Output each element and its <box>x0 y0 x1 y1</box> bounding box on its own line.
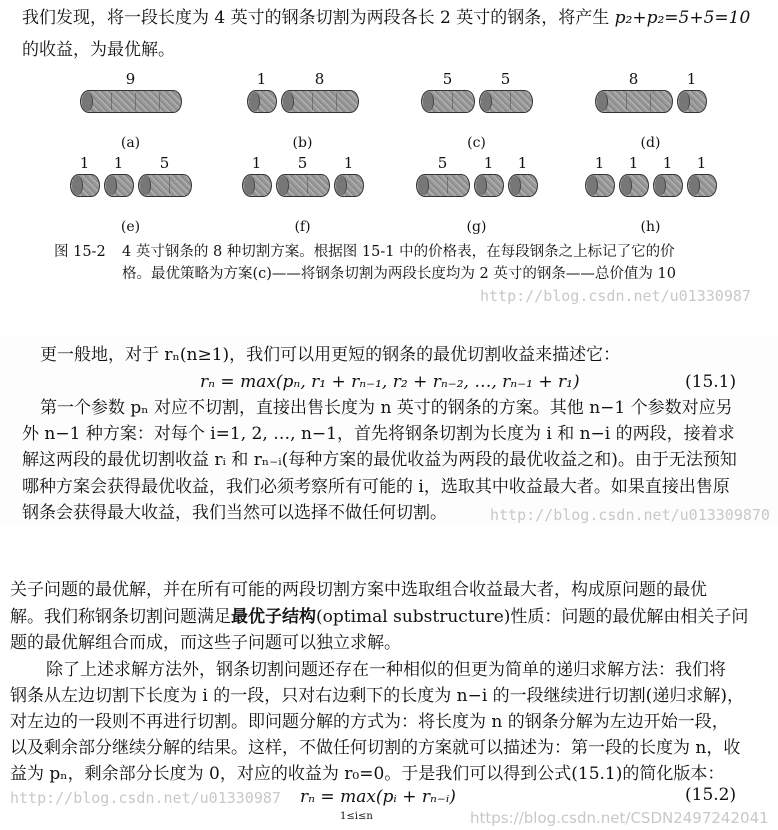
rod-end-cap <box>476 176 487 195</box>
text: 解。我们称钢条切割问题满足 <box>10 607 231 627</box>
text-line: 关子问题的最优解，并在所有可能的两段切割方案中选取组合收益最大者，构成原问题的最优 <box>10 580 707 600</box>
price-label: 1 <box>113 154 124 172</box>
rod <box>44 174 217 197</box>
price-labels <box>564 154 737 174</box>
option-label: (d) <box>640 135 661 151</box>
option-label: (f) <box>294 219 311 235</box>
rod-end-cap <box>597 92 608 111</box>
rod <box>216 90 389 113</box>
option-label: (b) <box>292 135 313 151</box>
rod-end-cap <box>689 176 700 195</box>
text-line: 以及剩余部分继续分解的结果。这样，不做任何切割的方案就可以描述为：第一段的长度为 n，收 <box>10 738 741 758</box>
page-section-1 <box>0 0 778 305</box>
watermark: http://blog.csdn.net/u01330987 <box>10 789 281 807</box>
price-label: 9 <box>125 70 136 88</box>
unit-divider <box>159 93 160 110</box>
price-label: 1 <box>662 154 673 172</box>
unit-divider <box>650 93 651 110</box>
option-label: (h) <box>640 219 661 235</box>
watermark: http://blog.csdn.net/u013309870 <box>490 506 770 524</box>
price-label: 1 <box>79 154 90 172</box>
rod-segment <box>416 174 470 197</box>
unit-divider <box>626 93 627 110</box>
rod-segment <box>508 174 538 197</box>
price-label: 1 <box>251 154 262 172</box>
rod <box>390 90 563 113</box>
figure-caption-line-1: 4 英寸钢条的 8 种切割方案。根据图 15-1 中的价格表，在每段钢条之上标记了它的价 <box>122 244 675 260</box>
cutting-option-f <box>216 154 389 235</box>
rod-end-cap <box>283 92 294 111</box>
rod-segment <box>677 90 707 113</box>
rod <box>564 174 737 197</box>
cutting-option-c <box>390 70 563 151</box>
price-label: 5 <box>442 70 453 88</box>
option-label: (g) <box>466 219 487 235</box>
rod-end-cap <box>106 176 117 195</box>
formula-15-1: rₙ = max(pₙ, r₁ + rₙ₋₁, r₂ + rₙ₋₂, …, rₙ₋₁ + r₁) <box>200 372 580 392</box>
price-label: 1 <box>594 154 605 172</box>
rod-segment <box>595 90 673 113</box>
rod <box>564 90 737 113</box>
rod-segment <box>474 174 504 197</box>
text-line: 对左边的一段则不再进行切割。即问题分解的方式为：将长度为 n 的钢条分解为左边开始一段， <box>10 712 729 732</box>
formula-15-2: rₙ = max(pᵢ + rₙ₋ᵢ) <box>300 787 456 807</box>
cutting-option-e <box>44 154 217 235</box>
rod <box>44 90 217 113</box>
rod-end-cap <box>510 176 521 195</box>
price-label: 8 <box>314 70 325 88</box>
unit-divider <box>452 93 453 110</box>
figure-caption-line-2: 格。最优策略为方案(c)——将钢条切割为两段长度均为 2 英寸的钢条——总价值为 10 <box>122 266 676 282</box>
rod-segment <box>585 174 615 197</box>
rod-end-cap <box>679 92 690 111</box>
page-section-3 <box>0 570 778 830</box>
price-labels <box>44 154 217 174</box>
price-label: 1 <box>628 154 639 172</box>
text-line: 题的最优解组合而成，而这些子问题可以独立求解。 <box>10 633 401 653</box>
rod-segment <box>80 90 182 113</box>
rod-segment <box>276 174 330 197</box>
formula-number: (15.1) <box>685 372 737 392</box>
rod <box>216 174 389 197</box>
unit-divider <box>336 93 337 110</box>
text-line: 益为 pₙ，剩余部分长度为 0，对应的收益为 r₀=0。于是我们可以得到公式(15.1)的简化版本： <box>10 764 725 784</box>
rod-segment <box>242 174 272 197</box>
rod-end-cap <box>621 176 632 195</box>
rod-segment <box>687 174 717 197</box>
cutting-option-a <box>44 70 217 151</box>
cutting-option-d <box>564 70 737 151</box>
text-line: 哪种方案会获得最优收益，我们必须考察所有可能的 i，选取其中收益最大者。如果直接出售原 <box>22 477 730 497</box>
price-label: 5 <box>437 154 448 172</box>
rod-end-cap <box>244 176 255 195</box>
rod-end-cap <box>336 176 347 195</box>
price-label: 5 <box>159 154 170 172</box>
cutting-option-h <box>564 154 737 235</box>
text-line <box>10 605 748 629</box>
price-labels <box>216 70 389 90</box>
text-line: 钢条会获得最大收益，我们当然可以选择不做任何切割。 <box>22 503 447 523</box>
rod <box>390 174 563 197</box>
formula-number: (15.2) <box>685 785 737 805</box>
unit-divider <box>312 93 313 110</box>
price-labels <box>390 154 563 174</box>
rod-segment <box>619 174 649 197</box>
rod-segment <box>247 90 277 113</box>
rod-end-cap <box>249 92 260 111</box>
text-line: 更一般地，对于 rₙ(n≥1)，我们可以用更短的钢条的最优切割收益来描述它： <box>40 345 621 365</box>
rod-segment <box>70 174 100 197</box>
unit-divider <box>307 177 308 194</box>
price-labels <box>44 70 217 90</box>
formula-subscript: 1≤i≤n <box>340 811 373 822</box>
watermark: https://blog.csdn.net/CSDN2497242041 <box>470 809 769 827</box>
unit-divider <box>169 177 170 194</box>
price-label: 1 <box>483 154 494 172</box>
rod-segment <box>479 90 533 113</box>
unit-divider <box>111 93 112 110</box>
text-line: 解这两段的最优切割收益 rᵢ 和 rₙ₋ᵢ(每种方案的最优收益为两段的最优收益之和)。由于无法预知 <box>22 450 737 470</box>
cutting-option-b <box>216 70 389 151</box>
price-label: 1 <box>343 154 354 172</box>
intro-line-1 <box>22 6 750 30</box>
rod-end-cap <box>423 92 434 111</box>
price-label: 1 <box>686 70 697 88</box>
rod-end-cap <box>418 176 429 195</box>
text: (optimal substructure)性质：问题的最优解由相关子问 <box>316 607 749 627</box>
price-labels <box>564 70 737 90</box>
page-section-2 <box>0 335 778 525</box>
unit-divider <box>510 93 511 110</box>
price-label: 5 <box>500 70 511 88</box>
intro-line-2: 的收益，为最优解。 <box>22 40 175 60</box>
text-line: 钢条从左边切割下长度为 i 的一段，只对右边剩下的长度为 n−i 的一段继续进行切割(递归求解)， <box>10 686 744 706</box>
figure-caption-number: 图 15-2 <box>54 244 106 260</box>
unit-divider <box>447 177 448 194</box>
cutting-option-g <box>390 154 563 235</box>
intro-text: 我们发现，将一段长度为 4 英寸的钢条切割为两段各长 2 英寸的钢条，将产生 <box>22 8 615 28</box>
text-line: 除了上述求解方法外，钢条切割问题还存在一种相似的但更为简单的递归求解方法：我们将 <box>46 660 726 680</box>
rod-segment <box>653 174 683 197</box>
rod-end-cap <box>655 176 666 195</box>
price-label: 1 <box>256 70 267 88</box>
price-label: 1 <box>517 154 528 172</box>
rod-end-cap <box>72 176 83 195</box>
text-line: 第一个参数 pₙ 对应不切割，直接出售长度为 n 英寸的钢条的方案。其他 n−1 个参数对应另 <box>40 398 733 418</box>
rod-segment <box>104 174 134 197</box>
text-line: 外 n−1 种方案：对每个 i=1, 2, …, n−1，首先将钢条切割为长度为 i 和 n−i 的两段，接着求 <box>22 424 735 444</box>
rod-segment <box>421 90 475 113</box>
intro-formula: p₂+p₂=5+5=10 <box>614 8 751 28</box>
rod-segment <box>281 90 359 113</box>
rod-end-cap <box>481 92 492 111</box>
price-labels <box>216 154 389 174</box>
price-label: 1 <box>696 154 707 172</box>
bold-term: 最优子结构 <box>231 607 316 627</box>
rod-segment <box>138 174 192 197</box>
price-label: 5 <box>297 154 308 172</box>
option-label: (a) <box>120 135 141 151</box>
price-label: 8 <box>628 70 639 88</box>
rod-segment <box>334 174 364 197</box>
rod-end-cap <box>82 92 93 111</box>
option-label: (e) <box>120 219 141 235</box>
price-labels <box>390 70 563 90</box>
unit-divider <box>135 93 136 110</box>
option-label: (c) <box>467 135 486 151</box>
watermark: http://blog.csdn.net/u01330987 <box>480 287 751 305</box>
rod-end-cap <box>278 176 289 195</box>
rod-end-cap <box>587 176 598 195</box>
rod-end-cap <box>140 176 151 195</box>
